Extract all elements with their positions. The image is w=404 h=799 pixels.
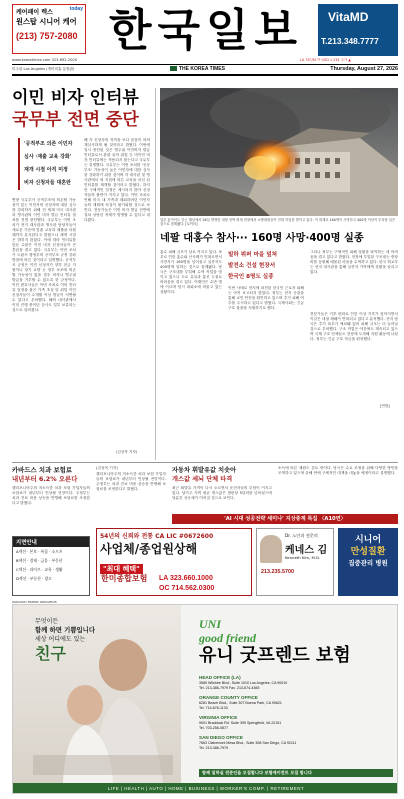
dental-body: 캘리포니아주의 저소득층 치과 보험 가입자들의 보험료가 내년부터 인상될 전망이다. 주정부는 치과 진료 비용 상승을 반영해 보험료를 조정한다고 밝혔다.	[12, 486, 90, 505]
ad-doctor[interactable]	[256, 528, 334, 596]
ad-ins-slogan: "최대 혜택"	[100, 564, 143, 574]
big-ad-left-text	[35, 617, 105, 664]
fire-side-head-2: 발전소 건설 현장서	[228, 263, 276, 269]
big-ad[interactable]	[12, 604, 398, 794]
edition-label: 미주판 Los Angeles (캐머비휴 통합판)	[12, 67, 75, 71]
office-3-addr: 7663 Clairemont Mesa Blvd., Suite 308 San Diego, CA 92111	[199, 741, 297, 745]
col-divider-1	[155, 88, 156, 460]
office-1-tel: Tel. 714-676-1133	[199, 706, 228, 710]
ad-ins-phone-la[interactable]: LA 323.660.1000	[159, 575, 213, 582]
fire-sidebar	[228, 250, 304, 283]
office-2-name: VIRGINIA OFFICE	[199, 715, 238, 720]
lead-body-col2: 해 각 신청자의 자격을 보다 꼼꼼히 따져 재심사하게 될 것이라고 밝혔다. 이번에 일시 중단된 것은 영주권 이민비자 발급 인터뷰로서 관광 유학 취업 등 비이민 비자 인터뷰에는 적용되지 않는다고 국무부는 설명했다. 국무부는 이번 조치를 '공공 부조' 가능성이 높은 이민자에 대한 심사를 강화하기 위한 것이며 각 대사관 및 영사관에서 새 지침에 따른 교육을 마친 뒤 인터뷰를 재개할 것이라고 밝혔다. 하지만 구체적인 일정은 제시되지 않아 신청자들의 불안이 커지고 있다. 이번 조치로 인해 미국 내 가족과 재회하려던 이민자들의 계획에 차질이 불가피할 것으로 보인다. 전문가들은 이민 비자 발급 전반에 걸쳐 상당한 적체가 발생할 수 있다고 내다봤다.	[84, 138, 150, 222]
fire-side-body: 그러나 정부는 구체적인 피해 상황을 파악하는 데 어려움을 겪고 있다고 밝혔다. 현장에 투입된 구조대는 중장비를 동원해 매몰된 마을을 수색하고 있다. 한국 외교부는 현지 대사관을 통해 실종자 가족에게 상황을 알리고 있다.	[310, 250, 398, 274]
fire-side-head-1: 빌하 뷔퍼 마을 덮쳐	[228, 252, 278, 258]
office-0-tel: Tel. 213-386-7979 Fax. 213-674-4365	[199, 686, 260, 690]
weather-bar: LA 78°/61°F USD 1,234 주가 ▲	[300, 58, 351, 62]
mid-story-lead: (김상목 기자)	[96, 466, 118, 470]
flag-icon	[170, 66, 177, 71]
big-ad-brand-2: good friend	[199, 631, 256, 645]
ad-left-brand: today	[69, 6, 83, 12]
big-ad-logo	[199, 613, 256, 644]
gas-head-1[interactable]: 자동차 휘발유값 치솟아	[172, 467, 237, 474]
ad-insurance[interactable]	[96, 528, 252, 596]
right-bottom-body: 소득에 따른 재원도 검토 중이다. 당국은 수요 조절을 위해 다양한 방안을 모색하고 있으며 올해 안에 구체적인 대책을 내놓을 예정이라고 설명했다.	[278, 466, 398, 475]
lead-byline: (김상목 기자)	[116, 450, 138, 454]
fire-body-left: 홍수 피해 규모가 날로 커지고 있다. 폭우로 인한 홍수와 산사태가 잇따르면서 사망자가 160명을 넘어섰고 실종자도 400명에 달하는 것으로 집계됐다. 당국은 구조대를 투입해 수색 작업을 벌이고 있으나 도로 유실과 통신 두절로 어려움을 겪고 있다. 이재민은 수만 명에 이르며 임시 대피소에 머물고 있는 상황이다.	[160, 250, 222, 294]
doctor-photo	[260, 535, 282, 563]
office-3[interactable]	[199, 735, 395, 751]
senior-line-1: 시니어	[354, 535, 382, 545]
doctor-phone[interactable]: 213.235.5700	[261, 569, 294, 575]
office-3-name: SAN DIEGO OFFICE	[199, 735, 243, 740]
fire-headline[interactable]: 네팔 대홍수 참사··· 160명 사망·400명 실종	[160, 233, 364, 244]
fire-body-mid: 이번 사태로 현지에 파견된 한국인 근로자 피해는 아직 보고되지 않았다. 정부는 현지 공관을 통해 교민 안전을 확인하고 있으며 추가 피해 여부를 주시하고 있다고 밝혔다. 국제사회는 긴급 구호 물품을 지원하기로 했다.	[228, 286, 304, 310]
lead-sub-1: '공적부조 의존 이민자	[24, 141, 73, 147]
newspaper-title[interactable]: 한국일보	[108, 5, 303, 56]
lead-sub-2: 심사 ·재출 교육 강화'	[24, 154, 72, 160]
index-title: 지면안내	[13, 537, 89, 547]
big-ad-left-4: 친구	[35, 644, 66, 663]
seminar-banner-text: 'AI 시대 성공전략 세미나' 지상중계 특집 〈A10면〉	[224, 516, 346, 522]
office-0-addr: 3580 Wilshire Blvd., Suite 1010 Los Angeles, CA 90010	[199, 681, 288, 685]
senior-line-2: 만성질환	[350, 547, 386, 557]
story-dental	[12, 466, 90, 538]
ad-ins-top: 54년의 신뢰와 전통 CA LIC #0672600	[100, 533, 214, 540]
fire-photo-illustration	[160, 88, 398, 216]
vitamd-logo: VitaMD	[328, 10, 369, 24]
senior-line-3: 집중관리 병원	[348, 559, 388, 567]
office-2-tel: Tel. 703-256-0877	[199, 726, 228, 730]
doctor-name: 케네스 김	[285, 545, 328, 556]
index-item-4[interactable]: D섹션 · 부동산 · 광고	[16, 576, 52, 581]
big-ad-bottom-bar: LIFE | HEALTH | AUTO | HOME | BUSINESS | WORKER'S COMP. | RETIREMENT	[13, 783, 398, 794]
doctor-name-label: Dr. 노인과 전문의	[285, 533, 318, 538]
lead-sub-4: 비자 신청자들 대혼란	[24, 180, 71, 186]
right-col-byline: [연합]	[380, 404, 390, 408]
gas-head-2[interactable]: 개스값 세뇌 단체 타격	[172, 476, 233, 483]
big-ad-label: UNIGOOD FRIEND 9000x8545	[12, 600, 57, 604]
big-ad-title[interactable]: 유니 굿프렌드 보험	[199, 645, 351, 666]
office-2-addr: 9001 Braddock Rd. Suite 399 Springfield, VA 22151	[199, 721, 282, 725]
ad-left-masthead[interactable]	[12, 4, 86, 54]
ad-left-line1: 케어패이 렉스	[16, 9, 53, 16]
office-0[interactable]	[199, 675, 395, 691]
office-1-name: ORANGE COUNTY OFFICE	[199, 695, 258, 700]
eng-name	[170, 66, 225, 72]
masthead	[0, 0, 404, 84]
issue-date: Thursday, August 27, 2026	[330, 66, 398, 72]
ad-ins-company: 한미종합보험	[101, 574, 148, 583]
lead-body-col1: 연방 국무부가 공적부조에 의존할 가능성이 있는 이민자의 신청자에 대한 심사를 강화하기 위해 전 세계 미국 대사관과 영사관의 이민 비자 발급 인터뷰 절차를 전면 중단했다. 국무부는 이번 조치가 현지 대사관과 영사관 담당자들이 새로운 기준에 맞춘 교육과 재출을 마칠 때까지 유지된다고 밝혔으나 재개 시점은 밝히지 않았다. 이에 따라 인터뷰를 앞둔 수많은 이민 비자 신청자들이 큰 혼란을 겪고 있다. 국무부는 이번 조치가 트럼프 행정부의 공적부조 규정 강화 방침에 따른 것이라고 설명했다. 공적부조 규정은 이민 신청자가 향후 현금 지원이나 장기 요양 등 정부 보조에 의존할 가능성이 있을 경우 비자나 영주권 발급을 거부할 수 있도록 한 규정이다. 이민 변호사들은 이번 조치로 이미 인터뷰 일정을 잡은 가족 초청 및 취업 이민 신청자들이 수개월 이상 발급이 지연될 수 있다고 우려했다. 해외 대사관에서 이미 진행 중이던 심사도 일부 보류되는 것으로 알려졌다.	[12, 198, 76, 312]
dental-head-2[interactable]: 내년부터 6.2% 오른다	[12, 475, 78, 483]
office-1-addr: 6281 Beach Blvd., Suite 307 Buena Park, CA 90621	[199, 701, 282, 705]
office-1[interactable]	[199, 695, 395, 711]
gas-body: 최근 휘발유 가격이 다시 오르면서 운전자들의 부담이 커지고 있다. 남가주 지역 평균 개스값은 갤런당 5달러를 넘어섰으며 당분간 상승세가 이어질 것으로 보인다.	[172, 486, 272, 500]
ad-right-phone: T.213.348.7777	[321, 36, 379, 46]
big-ad-left-3: 세상 어디에도 있는	[35, 636, 86, 643]
big-ad-recruit[interactable]: 함께 일하실 전문인을 모집합니다 보험에이전트 모집 합니다	[199, 769, 393, 777]
ad-right-masthead[interactable]	[318, 4, 398, 56]
index-item-3[interactable]: C섹션 · 라이프 · 교육 · 생활	[16, 567, 63, 572]
ad-ins-phone-oc[interactable]: OC 714.562.0300	[159, 585, 215, 592]
eng-name-text: THE KOREA TIMES	[179, 66, 225, 72]
ad-ins-main: 사업체/종업원상해	[100, 542, 198, 556]
big-ad-left-2: 함께 하면 기쁨입니다	[35, 626, 96, 634]
index-item-1[interactable]: A섹션 · 본보 · 특집 · 소프츠	[16, 549, 63, 554]
masthead-rule-2	[12, 74, 398, 76]
seminar-banner[interactable]	[172, 514, 398, 524]
ad-senior[interactable]	[338, 528, 398, 596]
big-ad-brand-1: UNI	[199, 617, 222, 631]
fire-side-head-3: 한국인 8명도 실종	[228, 274, 274, 280]
ad-left-phone: (213) 757-2080	[16, 31, 78, 41]
lead-sub-3: 재개 시점 아직 미정	[24, 167, 68, 173]
ad-left-line2: 원스탑 시니어 케어	[16, 17, 77, 26]
news-photo[interactable]	[160, 88, 398, 216]
dental-body-cont: 캘리포니아주의 저소득층 치과 보험 가입자들의 보험료가 내년부터 인상될 전망이다. 주정부는 치과 진료 비용 상승을 반영해 보험료를 조정한다고 밝혔다.	[96, 472, 166, 491]
office-2[interactable]	[199, 715, 395, 731]
lead-headline-2[interactable]: 국무부 전면 중단	[12, 110, 139, 130]
right-col-body: 전문가들은 기후 변화로 인한 이상 기후가 잦아지면서 이같은 대형 재해가 반복되고 있다고 분석했다. 현지 당국은 추가 폭우가 예보돼 있어 피해 규모는 더 늘어날 것으로 우려했다. 구조 작업은 야간에도 계속되고 있으며 국제 구호 단체들도 현장에 도착해 지원 활동에 나섰다. 정부는 긴급 구호 자금을 편성했다.	[310, 312, 398, 341]
big-ad-offices	[199, 675, 395, 755]
big-ad-left-1: 무엇이든	[35, 618, 59, 625]
story-gas	[172, 466, 272, 516]
masthead-rule	[12, 64, 398, 65]
lead-headline-1[interactable]: 이민 비자 인터뷰	[12, 88, 139, 108]
doctor-eng: Kenneth Kim, M.D.	[285, 555, 321, 560]
office-3-tel: Tel. 213-386-7979	[199, 746, 228, 750]
dental-head-1[interactable]: 카바드스 치과 보험료	[12, 466, 73, 474]
mid-section-rule	[12, 462, 398, 463]
office-0-name: HEAD OFFICE (LA)	[199, 675, 241, 680]
lead-subheads	[18, 138, 76, 190]
top-url[interactable]: www.koreatimes.com 323-692-2000	[12, 58, 78, 62]
photo-caption: 일본 홋카이도 인근 해상에서 26일 발생한 대형 선박 화재 현장에서 소방대원들이 진화 작업을 벌이고 있다. 이 화재로 160명이 사망하고 400명 이상이 부상을 입은 것으로 집계됐다. [로이터]	[160, 218, 396, 227]
index-box	[12, 536, 90, 596]
index-item-2[interactable]: B섹션 · 경제 · 금융 · 부동산	[16, 558, 63, 563]
lead-story	[12, 88, 152, 460]
